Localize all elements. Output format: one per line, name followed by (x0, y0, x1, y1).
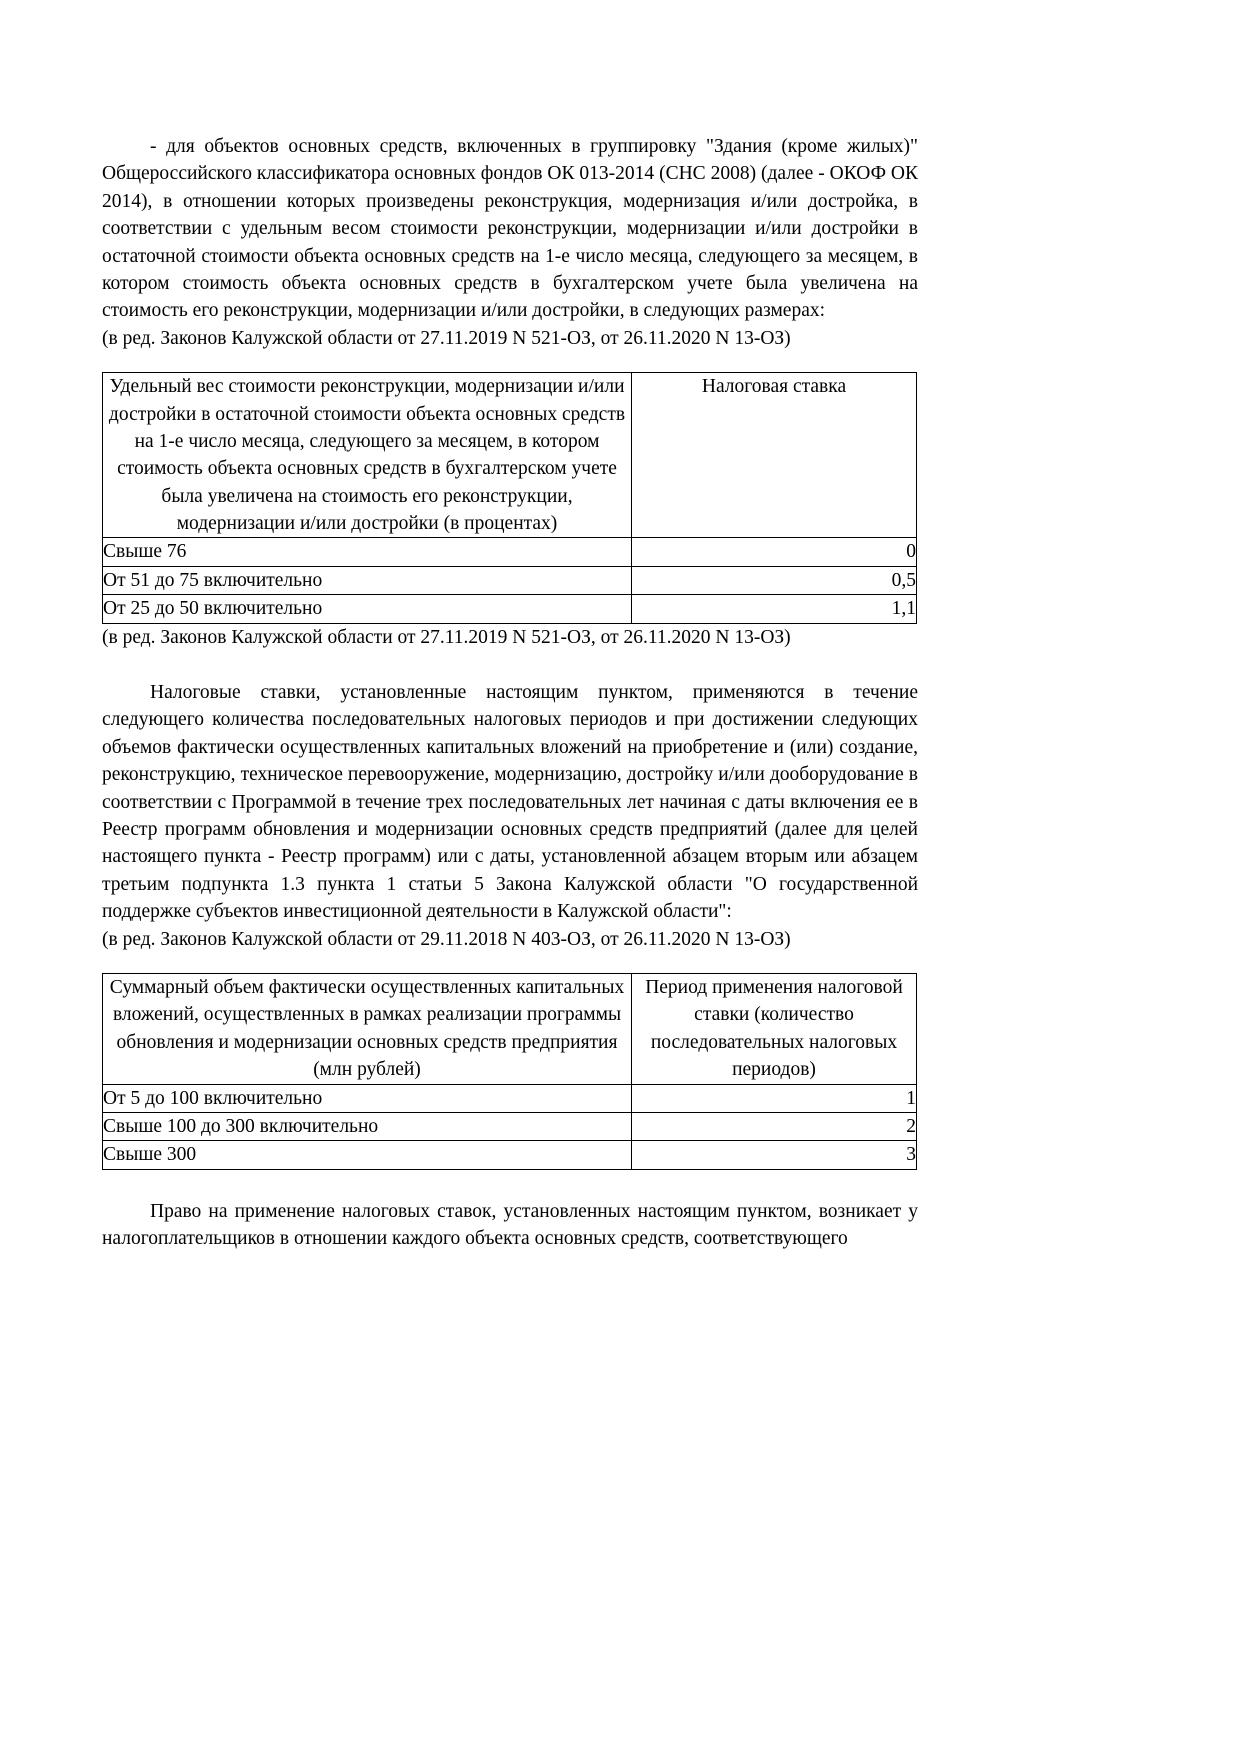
amendment-note-2: (в ред. Законов Калужской области от 27.11.2019 N 521-ОЗ, от 26.11.2020 N 13-ОЗ) (102, 626, 791, 648)
table1-row0-range: Свыше 76 (103, 538, 632, 566)
table-header-row (103, 973, 917, 1084)
paragraph-closing: Право на применение налоговых ставок, установленных настоящим пунктом, возникает у налогоплательщиков в отношении каждого объекта основных средств, соответствующего (102, 1200, 918, 1250)
table2-header-volume: Суммарный объем фактически осуществленных капитальных вложений, осуществленных в рамках реализации программы обновления и модернизации основных средств предприятия (млн рублей) (103, 973, 632, 1084)
amendment-note-1: (в ред. Законов Калужской области от 27.11.2019 N 521-ОЗ, от 26.11.2020 N 13-ОЗ) (102, 327, 791, 349)
table1-header-rate: Налоговая ставка (632, 373, 917, 538)
table2-row0-range: От 5 до 100 включительно (103, 1084, 632, 1112)
table2-row1-periods: 2 (632, 1112, 917, 1140)
table1-row1-range: От 51 до 75 включительно (103, 566, 632, 594)
amendment-note-3: (в ред. Законов Калужской области от 29.11.2018 N 403-ОЗ, от 26.11.2020 N 13-ОЗ) (102, 928, 791, 950)
table-row (103, 566, 917, 594)
table2-header-period: Период применения налоговой ставки (количество последовательных налоговых периодов) (632, 973, 917, 1084)
table1-row2-range: От 25 до 50 включительно (103, 595, 632, 623)
table-row (103, 538, 917, 566)
table-row (103, 1084, 917, 1112)
table1-row0-rate: 0 (632, 538, 917, 566)
document-page (102, 0, 918, 1252)
table2-row0-periods: 1 (632, 1084, 917, 1112)
table2-row2-range: Свыше 300 (103, 1141, 632, 1169)
table1-row2-rate: 1,1 (632, 595, 917, 623)
table1-row1-rate: 0,5 (632, 566, 917, 594)
paragraph-middle: Налоговые ставки, установленные настоящим пунктом, применяются в течение следующего количества последовательных налоговых периодов и при достижении следующих объемов фактически осуществленных капитальных вложений на приобретение и (или) создание, реконструкцию, техническое перевооружение, модернизацию, достройку и/или дооборудование в соответствии с Программой в течение трех последовательных лет начиная с даты включения ее в Реестр программ обновления и модернизации основных средств предприятий (далее для целей настоящего пункта - Реестр программ) или с даты, установленной абзацем вторым или абзацем третьим подпункта 1.3 пункта 1 статьи 5 Закона Калужской области "О государственной поддержке субъектов инвестиционной деятельности в Калужской области": (102, 682, 918, 923)
table-row (103, 595, 917, 623)
table-row (103, 1141, 917, 1169)
table-header-row (103, 373, 917, 538)
tax-rate-table (102, 372, 917, 624)
table1-header-share: Удельный вес стоимости реконструкции, модернизации и/или достройки в остаточной стоимости объекта основных средств на 1-е число месяца, следующего за месяцем, в котором стоимость объекта основных средств в бухгалтерском учете была увеличена на стоимость его реконструкции, модернизации и/или достройки (в процентах) (103, 373, 632, 538)
table-row (103, 1112, 917, 1140)
table2-row2-periods: 3 (632, 1141, 917, 1169)
paragraph-intro: - для объектов основных средств, включенных в группировку "Здания (кроме жилых)" Общероссийского классификатора основных фондов ОК 013-2014 (СНС 2008) (далее - ОКОФ ОК 2014), в отношении которых произведены реконструкция, модернизация и/или достройка, в соответствии с удельным весом стоимости реконструкции, модернизации и/или достройки в остаточной стоимости объекта основных средств на 1-е число месяца, следующего за месяцем, в котором стоимость объекта основных средств в бухгалтерском учете была увеличена на стоимость его реконструкции, модернизации и/или достройки, в следующих размерах: (102, 136, 918, 322)
table2-row1-range: Свыше 100 до 300 включительно (103, 1112, 632, 1140)
investment-period-table (102, 973, 917, 1170)
